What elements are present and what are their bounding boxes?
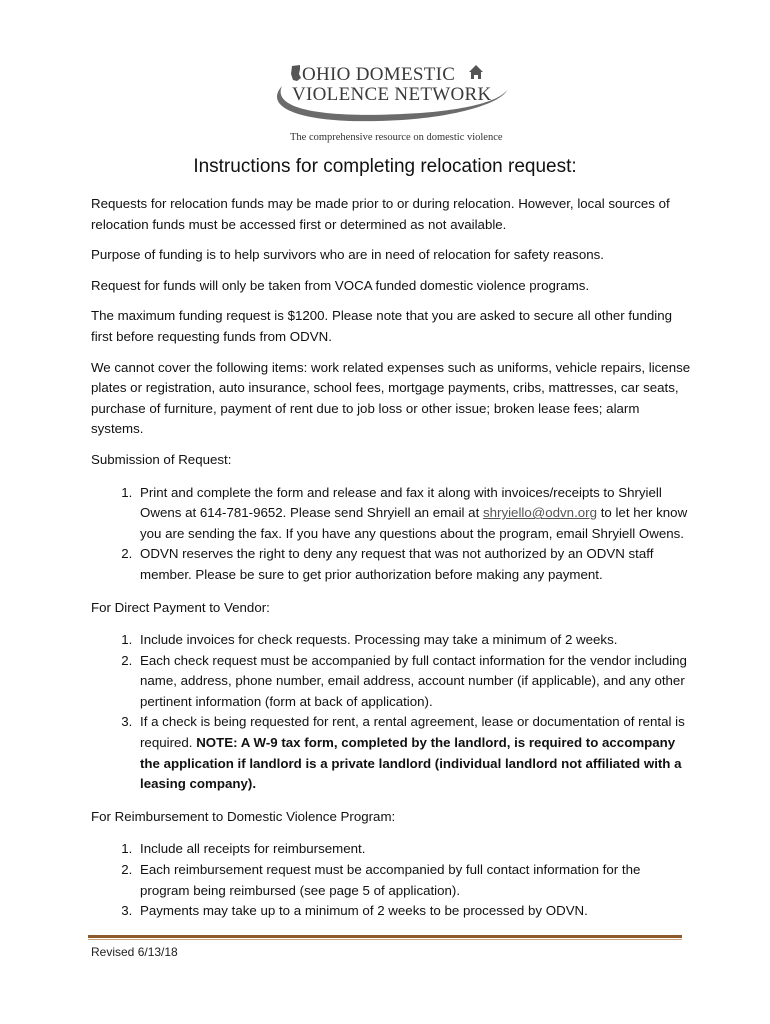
direct-item3-text: If a check is being requested for rent, a rental agreement, lease or documentation of rental is required.: [140, 714, 685, 751]
house-icon: [469, 65, 483, 79]
paragraph-purpose: Purpose of funding is to help survivors who are in need of relocation for safety reasons.: [91, 247, 604, 263]
submission-item1-text-end: to let her know you are sending the fax. If you have any questions about the program, email Shryiell Owens.: [140, 505, 688, 541]
list-item: 1. Include invoices for check requests. Processing may take a minimum of 2 weeks.: [136, 630, 691, 651]
logo-tagline: The comprehensive resource on domestic violence: [290, 132, 503, 143]
list-item: 2. Each check request must be accompanied by full contact information for the vendor including name, address, phone number, email address, account number (if applicable), and any other pertinent information (form at back of application).: [136, 651, 691, 713]
list-item: 3. Payments may take up to a minimum of 2 weeks to be processed by ODVN.: [136, 901, 691, 922]
list-item: 1. Include all receipts for reimbursement.: [136, 839, 691, 860]
document-body: [91, 194, 691, 934]
logo-text-line2: VIOLENCE NETWORK: [292, 84, 492, 105]
submission-list: [91, 483, 691, 586]
submission-item1-text: Print and complete the form and release and fax it along with invoices/receipts to Shryiell Owens at 614-781-9652. Please send Shryiell an email at: [140, 484, 662, 521]
page-title: Instructions for completing relocation request:: [193, 156, 577, 177]
w9-note: NOTE: A W-9 tax form, completed by the landlord, is required to accompany the application if landlord is a private landlord (individual landlord not affiliated with a leasing company).: [140, 735, 682, 792]
footer-rule: [88, 935, 682, 938]
direct-payment-list: [91, 630, 691, 795]
list-item: 2. ODVN reserves the right to deny any request that was not authorized by an ODVN staff member. Please be sure to get prior authorization before making any payment.: [136, 544, 691, 585]
paragraph-voca: Request for funds will only be taken from VOCA funded domestic violence programs.: [91, 277, 590, 293]
email-link[interactable]: shryiello@odvn.org: [482, 505, 597, 521]
submission-heading: Submission of Request:: [91, 451, 232, 467]
reimbursement-heading: For Reimbursement to Domestic Violence Program:: [91, 808, 396, 824]
reimbursement-list: [91, 839, 691, 921]
footer-rule-thin: [88, 939, 682, 940]
paragraph-maximum: The maximum funding request is $1200. Please note that you are asked to secure all other funding first before requesting funds from ODVN.: [91, 308, 672, 344]
ohio-state-icon: [291, 65, 301, 81]
direct-payment-heading: For Direct Payment to Vendor:: [91, 599, 270, 615]
odvn-logo: [262, 60, 512, 146]
paragraph-exclusions: We cannot cover the following items: work related expenses such as uniforms, vehicle repairs, license plates or registration, auto insurance, school fees, mortgage payments, cribs, mattresses, car seats, purchase of furniture, payment of rent due to job loss or other issue; broken lease fees; alarm systems.: [91, 359, 691, 437]
list-item: [136, 712, 691, 794]
list-item: 2. Each reimbursement request must be accompanied by full contact information for the program being reimbursed (see page 5 of application).: [136, 860, 691, 901]
revised-date: Revised 6/13/18: [91, 945, 178, 959]
logo-text-line1: OHIO DOMESTIC: [302, 64, 456, 85]
list-item: [136, 483, 691, 545]
paragraph-timing: Requests for relocation funds may be made prior to or during relocation. However, local sources of relocation funds must be accessed first or determined as not available.: [91, 196, 670, 232]
